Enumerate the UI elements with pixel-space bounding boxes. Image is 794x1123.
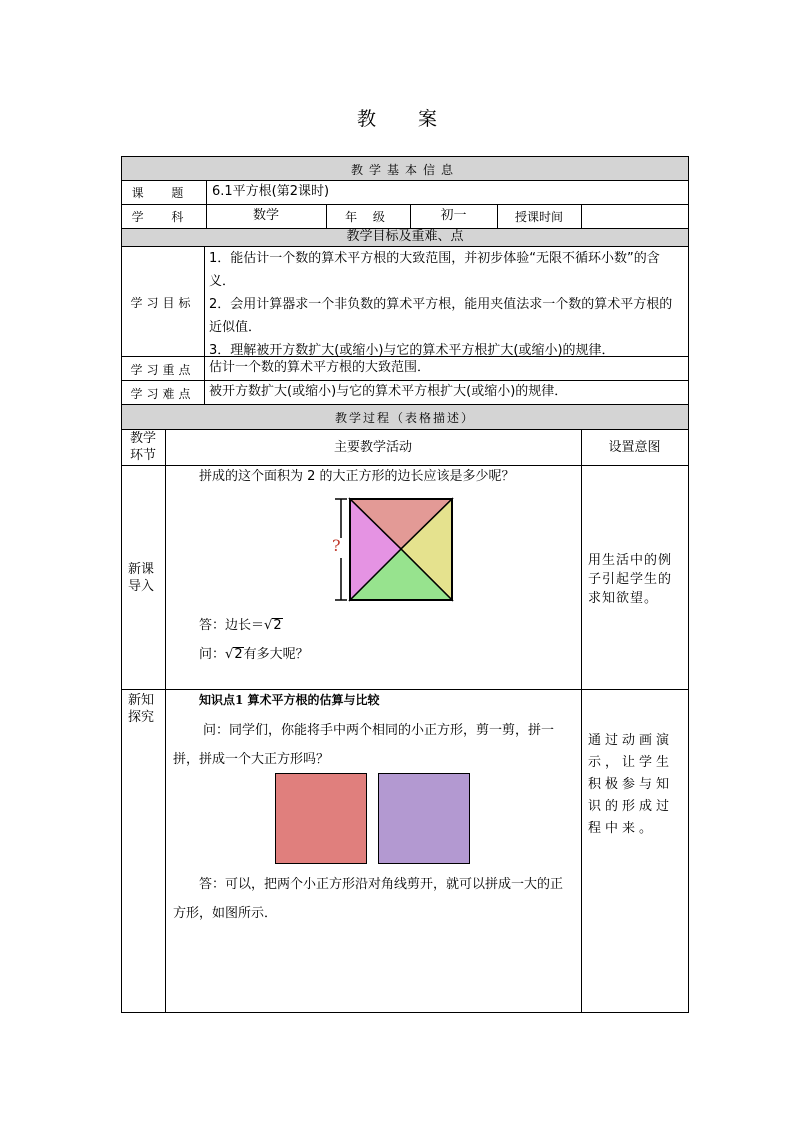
intro-intent: 用生活中的例子引起学生的求知欲望。 [588, 553, 673, 606]
subject-value: 数学 [252, 208, 279, 223]
intro-answer-prefix: 答：边长＝ [199, 618, 265, 633]
topic-label: 课 题 [131, 186, 196, 200]
column-intent-header: 设置意图 [608, 440, 661, 455]
sqrt-radicand: 2 [234, 647, 243, 662]
intro-ask-prefix: 问： [199, 647, 226, 662]
side-length-question-mark: ? [332, 536, 341, 555]
sqrt-symbol: √ [264, 618, 273, 633]
diagonal-square-figure [334, 496, 456, 604]
intro-answer [199, 617, 283, 635]
document-title: 教 案 [356, 108, 456, 130]
learning-goal-item: 1．能估计一个数的算术平方根的大致范围，并初步体验“无限不循环小数”的含义． [209, 251, 660, 289]
explore-intent: 通过动画演示，让学生积极参与知识的形成过程中来。 [588, 733, 674, 836]
column-activity-header: 主要教学活动 [333, 440, 412, 455]
intro-ask [199, 646, 309, 664]
explore-question: 问：同学们，你能将手中两个相同的小正方形，剪一剪，拼一拼，拼成一个大正方形吗？ [173, 723, 555, 767]
sqrt-radicand: 2 [273, 618, 282, 633]
class-time-label: 授课时间 [514, 210, 563, 224]
topic-value: 6.1平方根(第2课时) [212, 184, 330, 199]
explore-stage-label: 新知探究 [128, 693, 155, 725]
goals-header: 教学目标及重难、点 [346, 229, 464, 244]
small-square-left [275, 773, 367, 864]
key-point-label: 学习重点 [130, 363, 195, 377]
column-stage-header: 教学环节 [129, 431, 156, 463]
difficulty-label: 学习难点 [130, 387, 195, 401]
difficulty-value: 被开方数扩大(或缩小)与它的算术平方根扩大(或缩小)的规律． [209, 384, 568, 399]
knowledge-point-heading: 知识点1 算术平方根的估算与比较 [199, 693, 380, 707]
subject-label: 学 科 [131, 210, 196, 224]
learning-goals-label: 学习目标 [130, 296, 195, 310]
intro-ask-suffix: 有多大呢？ [243, 647, 309, 662]
basic-info-header: 教学基本信息 [350, 163, 459, 177]
key-point-value: 估计一个数的算术平方根的大致范围． [209, 360, 431, 375]
intro-question: 拼成的这个面积为 2 的大正方形的边长应该是多少呢？ [199, 469, 515, 484]
intro-stage-label: 新课导入 [128, 562, 155, 594]
sqrt-symbol: √ [225, 647, 234, 662]
grade-label: 年 级 [345, 210, 391, 224]
grade-value: 初一 [440, 208, 467, 223]
small-square-right [378, 773, 470, 864]
learning-goal-item: 3．理解被开方数扩大(或缩小)与它的算术平方根扩大(或缩小)的规律． [209, 343, 615, 358]
learning-goals-list [209, 247, 683, 362]
learning-goal-item: 2．会用计算器求一个非负数的算术平方根，能用夹值法求一个数的算术平方根的近似值． [209, 297, 673, 335]
explore-answer: 答：可以，把两个小正方形沿对角线剪开，就可以拼成一大的正方形，如图所示． [173, 877, 564, 921]
process-header: 教学过程（表格描述） [334, 411, 475, 425]
